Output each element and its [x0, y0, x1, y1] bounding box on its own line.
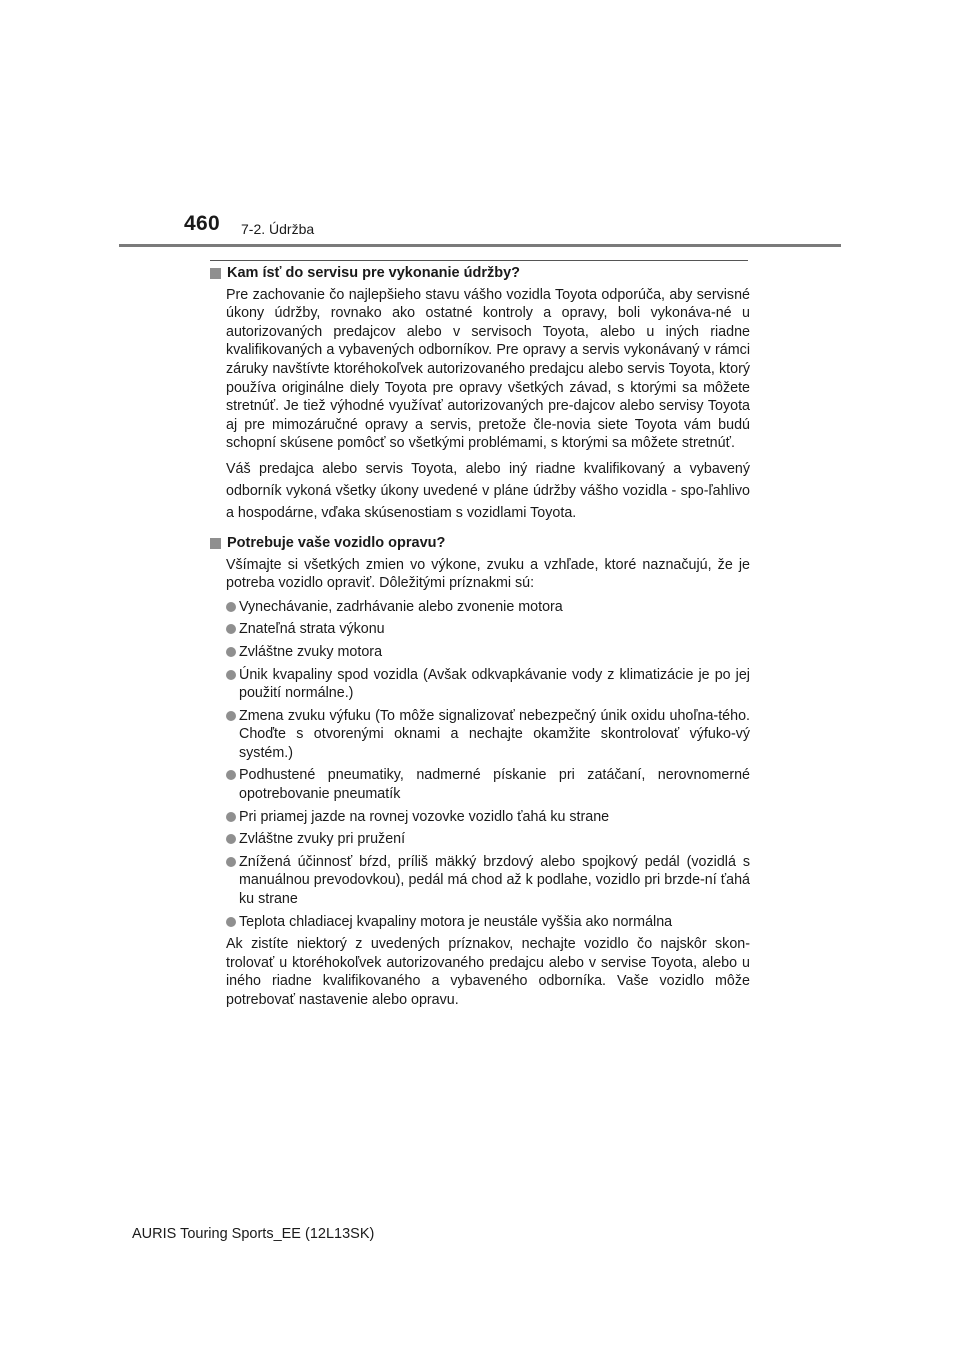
list-item — [226, 598, 750, 617]
list-item — [226, 620, 750, 639]
paragraph: Váš predajca alebo servis Toyota, alebo iný riadne kvalifikovaný a vybavený odborník vykoná všetky úkony uvedené v pláne údržby vášho vozidla - spo-ľahlivo a hospodárne, vďaka skúsenostiam s vozidlami Toyota. — [226, 460, 750, 521]
list-item — [226, 707, 750, 763]
circle-bullet-icon — [226, 857, 236, 867]
page-number: 460 — [184, 212, 220, 235]
list-item-text: Zmena zvuku výfuku (To môže signalizovať nebezpečný únik oxidu uhoľna-tého. Choďte s otvorenými oknami a nechajte okamžite skontrolovať výfuko-vý systém.) — [239, 707, 750, 761]
circle-bullet-icon — [226, 624, 236, 634]
square-bullet-icon — [210, 538, 221, 549]
list-item-text: Znateľná strata výkonu — [239, 621, 385, 638]
section-heading — [210, 264, 750, 283]
intro-paragraph: Všímajte si všetkých zmien vo výkone, zvuku a vzhľade, ktoré naznačujú, že je potreba vozidlo opraviť. Dôležitými príznakmi sú: — [226, 556, 750, 592]
paragraph: Pre zachovanie čo najlepšieho stavu vášho vozidla Toyota odporúča, aby servisné úkony údržby, rovnako ako ostatné kontroly a opravy, boli vykonáva-né u autorizovaných predajcov alebo v servisoch Toyota, alebo u iných riadne kvalifikovaných a vybavených odborníkov. Pre opravy a servis vykonávaný v rámci záruky navštívte ktoréhokoľvek autorizovaného predajcu alebo servis Toyota, ktorý používa originálne diely Toyota pre opravy všetkých závad, s ktorými sa môžete stretnúť. Je tiež výhodné využívať autorizovaných pre-dajcov alebo servisy Toyota aj pre mimozáručné opravy a servis, pretože čle-novia siete Toyota vám budú schopní skúsene pomôcť so všetkými problémami, s ktorými sa môžete stretnúť. — [226, 286, 750, 452]
section-heading-text: Kam ísť do servisu pre vykonanie údržby? — [227, 265, 521, 281]
header-divider — [119, 244, 841, 247]
list-item-text: Pri priamej jazde na rovnej vozovke vozidlo ťahá ku strane — [239, 808, 610, 825]
list-item — [226, 853, 750, 909]
circle-bullet-icon — [226, 834, 236, 844]
list-item-text: Znížená účinnosť bŕzd, príliš mäkký brzdový alebo spojkový pedál (vozidlá s manuálnou prevodovkou), pedál má chod až k podlahe, vozidlo pri brzde-ní ťahá ku strane — [239, 853, 750, 908]
list-item-text: Vynechávanie, zadrhávanie alebo zvonenie motora — [239, 598, 563, 615]
section-service-location — [210, 264, 750, 524]
footer-model-code: AURIS Touring Sports_EE (12L13SK) — [132, 1226, 375, 1242]
list-item-text: Teplota chladiacej kvapaliny motora je neustále vyššia ako normálna — [239, 913, 673, 930]
content-divider — [210, 260, 748, 261]
circle-bullet-icon — [226, 670, 236, 680]
main-content — [210, 264, 750, 1015]
circle-bullet-icon — [226, 917, 236, 927]
section-heading — [210, 534, 750, 553]
outro-paragraph: Ak zistíte niektorý z uvedených príznakov, nechajte vozidlo čo najskôr skon-trolovať u ktoréhokoľvek autorizovaného predajcu alebo v servise Toyota, alebo u iného riadne kvalifikovaného a vybaveného odborníka. Vaše vozidlo môže potrebovať nastavenie alebo opravu. — [226, 936, 750, 1008]
list-item-text: Únik kvapaliny spod vozidla (Avšak odkvapkávanie vody z klimatizácie je po jej použití normálne.) — [239, 666, 750, 702]
section-repair-needed — [210, 534, 750, 1010]
page-header — [0, 0, 960, 250]
section-title: 7-2. Údržba — [241, 221, 315, 237]
circle-bullet-icon — [226, 812, 236, 822]
list-item-text: Zvláštne zvuky pri pružení — [239, 831, 406, 848]
circle-bullet-icon — [226, 711, 236, 721]
symptom-list — [226, 598, 750, 932]
list-item — [226, 643, 750, 662]
section-heading-text: Potrebuje vaše vozidlo opravu? — [227, 534, 446, 551]
circle-bullet-icon — [226, 647, 236, 657]
list-item-text: Podhustené pneumatiky, nadmerné pískanie pri zatáčaní, nerovnomerné opotrebovanie pneumatík — [239, 767, 750, 803]
circle-bullet-icon — [226, 602, 236, 612]
list-item — [226, 666, 750, 703]
list-item — [226, 913, 750, 932]
list-item — [226, 766, 750, 803]
list-item-text: Zvláštne zvuky motora — [239, 643, 383, 660]
square-bullet-icon — [210, 268, 221, 279]
circle-bullet-icon — [226, 770, 236, 780]
list-item — [226, 808, 750, 827]
list-item — [226, 830, 750, 849]
